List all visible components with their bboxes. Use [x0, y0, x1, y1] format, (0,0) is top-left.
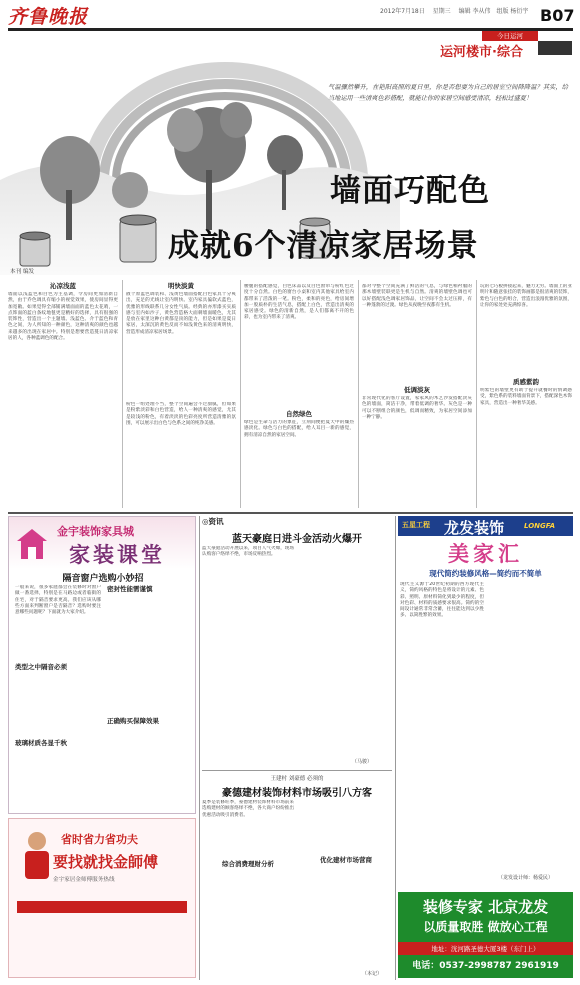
issue-weekday: 星期三: [432, 8, 451, 15]
classroom-subhead-glass: 玻璃材质各显千秋: [15, 739, 67, 747]
jin-master-illustration: [17, 829, 57, 885]
house-icon: [15, 527, 49, 561]
news-rule: [202, 770, 392, 771]
column-divider: [122, 280, 123, 508]
feature-headline-2: 成就6个清凉家居场景: [168, 228, 479, 264]
news-tag-label: 资讯: [208, 517, 224, 526]
classroom-subhead-seal: 密封性能需谨慎: [107, 585, 153, 593]
column-divider: [199, 516, 200, 980]
column-divider: [358, 280, 359, 508]
longfa-logo: LONGFA: [524, 522, 556, 530]
longfa-brand: 龙发装饰: [444, 519, 505, 537]
news-section: [202, 516, 392, 980]
classroom-text-col-1b: [15, 673, 101, 737]
news-body-1a: 蓝天豪庭活动开展以来，项目人气火爆，现场认购客户络绎不绝，市场反响热烈。: [202, 546, 294, 558]
longfa-expert-address: 地址：洸河路圣德大厦3楼（东门上）: [398, 942, 573, 955]
news-body-2b: [300, 800, 392, 854]
longfa-expert-line-1: 装修专家 北京龙发: [422, 898, 549, 916]
feature-article: [0, 278, 580, 510]
longfa-expert-tel: 电话：0537-2998787 2961919: [412, 961, 559, 971]
section-tag: 今日运河: [482, 31, 538, 41]
column-3-text: 腰腹的搭配感觉，白色床品以及白色窗帘与粉红色过度十分自然。白色的窗台小桌和室内其他家具给室内都带来了活泼的一笔。粉色，柔和的亮色，给房间增加一股质朴的生活气息，搭配上白色，营造出清爽的家居感受。绿色的清新自然，是人们都离不开的色彩，也为室内带来了清爽。: [244, 284, 354, 321]
column-4-text: 都对今整个空间充满了鲜活的气息，与绿色相衬服的那木墙壁装联更是生机与自然。清爽的墙壁色调也可以好搭配浅色调家居饰品，让空间不会太过压抑，有一种蓬勃的过渡。绿色从夜晚至夜都有生机。: [362, 284, 472, 308]
jin-master-tel-bar: [17, 901, 187, 913]
news-headline-1: 蓝天豪庭日进斗金活动火爆开: [232, 534, 362, 545]
column-divider: [395, 516, 396, 980]
page-number: B07: [540, 6, 575, 25]
ad-jinyu-classroom: [8, 516, 196, 814]
meijiahui-col-1: 现代主义源于20世纪初期的西方现代主义，简约风格的特色是将设计的元素、色彩、照明、原材料简化到最少的程度，但对色彩、材料的质感要求很高。简约的空间设计通常非常含蓄，往往能达到以少胜多、以简胜繁的效果。: [400, 582, 484, 619]
news-subhead-2a: 综合消费理财分析: [222, 860, 274, 868]
news-tag-marker: ◎: [202, 517, 209, 526]
issue-date: 2012年7月18日: [380, 8, 425, 15]
feature-byline: 本刊 编发: [10, 269, 35, 275]
subhead-low-gray: 低调淡灰: [404, 386, 430, 394]
news-body-1b: [300, 546, 392, 756]
issue-info: [380, 6, 528, 15]
issue-design: 组版 杨衍宇: [496, 8, 529, 15]
news-body-2d: [300, 866, 392, 966]
column-5-text: 玩的七巧板拼接起来，魅力无穷。墙面上的亚明片和随意张挂的装饰画都是很清爽的装饰，紫色与白色的组合，营造出浪漫优雅的氛围，让你的家处处充满惊喜。: [480, 284, 572, 308]
news-body-2c: [202, 870, 294, 976]
news-headline-2: 豪德建材装饰材料市场吸引八方客: [222, 788, 372, 799]
newspaper-logo: 齐鲁晚报: [8, 6, 89, 28]
jin-master-hotline: 金宇家居金师傅服务热线: [53, 877, 115, 883]
meijiahui-designer: （龙发设计师：杨爱民）: [498, 875, 554, 881]
section-title: 运河楼市·综合: [440, 45, 523, 60]
issue-editor: 编辑 李从伟: [458, 8, 491, 15]
column-1-text: 墙面以浅蓝色和白色为主基调，令房间更加清新自然，由于乔色调具有缩小的视觉效果，使房间显得更加宽敞。如果觉得全部铺满墙面面的蓝色太花哨，一点饰面的蓝白条纹地毯更是精好的选择，具有很强的装饰性，营造出一个主题墙。浅蓝色、介于蓝色和青色之间，为人所知的一种颜色，这种清爽的颜色也越来越多的出现在家居中。特别是想要营造蔓日清凉家居的人，各种蓝调色的配合。: [8, 292, 118, 342]
classroom-subhead-buy: 正确购买保障效果: [107, 717, 159, 725]
worker-icon: [17, 829, 57, 885]
column-2b-text: 粉色一组处理不当，整个空间遍会不过甜腻，但如果是粉紫淡彩和白色营造，给人一种清爽的感觉，尤其是较浅的粉色，有着淡淡的色彩亮度所营造清雅的氛围，可以展示出白色与色系之间的纯净美感。: [126, 402, 236, 426]
meijiahui-title: 美家汇: [448, 542, 523, 566]
column-2-text: 散个原蓝色调装和、浅黄色墙面搭配白色家具十分爽出，充足的光线让室内明快。室内家具偏软式蓝色，优雅的形线联系几分女性气质。经典的亦形漆买实质感与室内如沙子，黄色营造格大面刺墙面暖色，尤其是放在家里这种白黄都是顶的能力，但是如果是夏日家居，太深沉的黄色反而不如浅黄色来的清爽明快，营造形成清凉家居场景。: [126, 292, 236, 335]
classroom-text-col-1: 一般来说，很多家庭都会在装修时对窗户做一番选择，特别是在马路边或者临街的住宅，对于隔音要求更高。我们应该从哪些方面来判断窗户是否隔音？选购时要注意哪些问题呢？下面就为大家介绍。: [15, 585, 101, 616]
meijiahui-col-2: [488, 582, 572, 872]
subhead-pink: [126, 392, 236, 400]
section-rule: [8, 512, 573, 514]
feature-headline-1: 墙面巧配色: [330, 173, 490, 209]
jin-master-slogan-1: 省时省力省功夫: [61, 833, 138, 846]
news-source-1: （马骏）: [352, 759, 373, 765]
classroom-banner: [9, 517, 196, 569]
column-3b-text: 绿色是生命与活力的象征，立刻间便把夏天中的燥热感淡化。绿色与白色的搭配，给人耳目一新的感觉，拥有清凉自然的家居空间。: [244, 420, 354, 438]
house-icon-art: [15, 527, 49, 561]
subhead-purple: 质感紫韵: [513, 378, 539, 386]
longfa-header: [398, 516, 573, 536]
column-divider: [240, 280, 241, 508]
classroom-text-col-2: [107, 595, 191, 715]
longfa-expert-line-2: 以质量取胜 做放心工程: [423, 920, 548, 934]
column-4b-text: 非常现代化的客厅设置，家家风的木艺沙发搭配淡灰色的墙面，简洁干净，带着低调的奢华。灰色是一种可以不断组合的颜色，低调而精致，为家居空间添加一种宁静。: [362, 396, 472, 420]
news-source-2: （本记）: [362, 971, 383, 977]
classroom-heading: 隔音窗户选购小妙招: [62, 574, 144, 584]
ad-longfa-meijiahui: [398, 516, 573, 888]
subhead-natural-green: 自然绿色: [286, 410, 312, 418]
news-tag: [202, 516, 224, 527]
news-byline-2: 王建村 刘豪德 必须的: [270, 776, 324, 782]
jin-master-slogan-2: 要找就找金師傅: [53, 853, 159, 871]
subhead-light-yellow: 明快淡黄: [168, 282, 194, 290]
classroom-subhead-type: 类型之中隔音必须: [15, 663, 67, 671]
lead-paragraph: 气温骤然攀升，在艳阳高照的夏日里，你是否想要为自己的居室空间降降温？其实，给当地运用一些清爽色彩搭配，就能让你的家居空间感受清凉，轻松过盛夏！: [328, 84, 568, 102]
news-subhead-2b: 优化建材市场营商: [320, 856, 372, 864]
classroom-text-col-2b: [107, 727, 191, 751]
five-star-badge: 五星工程: [402, 521, 430, 529]
classroom-title: 家装课堂: [69, 543, 165, 567]
news-body-2a: 夏季是装修旺季，豪德建材装饰材料市场前来选购建材的顾客络绎不绝，各大商户纷纷推出优惠活动吸引消费者。: [202, 800, 294, 818]
ad-jin-master: [8, 818, 196, 978]
column-divider: [476, 280, 477, 508]
ad-longfa-expert: [398, 892, 573, 978]
masthead: [0, 0, 580, 60]
meijiahui-heading: 现代简约装修风格—简约而不简单: [429, 569, 542, 578]
column-5b-text: 明紫色的墙壁更有助于提升就餐时的情调感受，紫色系的装料墙面背景下，搭配深色木饰家具，营造出一种奢华美感。: [480, 388, 572, 406]
classroom-store-name: 金宇装饰家具城: [57, 525, 134, 538]
corner-bar: [538, 41, 572, 55]
subhead-light-blue: 沁凉浅蓝: [50, 282, 76, 290]
feature-illustration: [0, 60, 580, 275]
